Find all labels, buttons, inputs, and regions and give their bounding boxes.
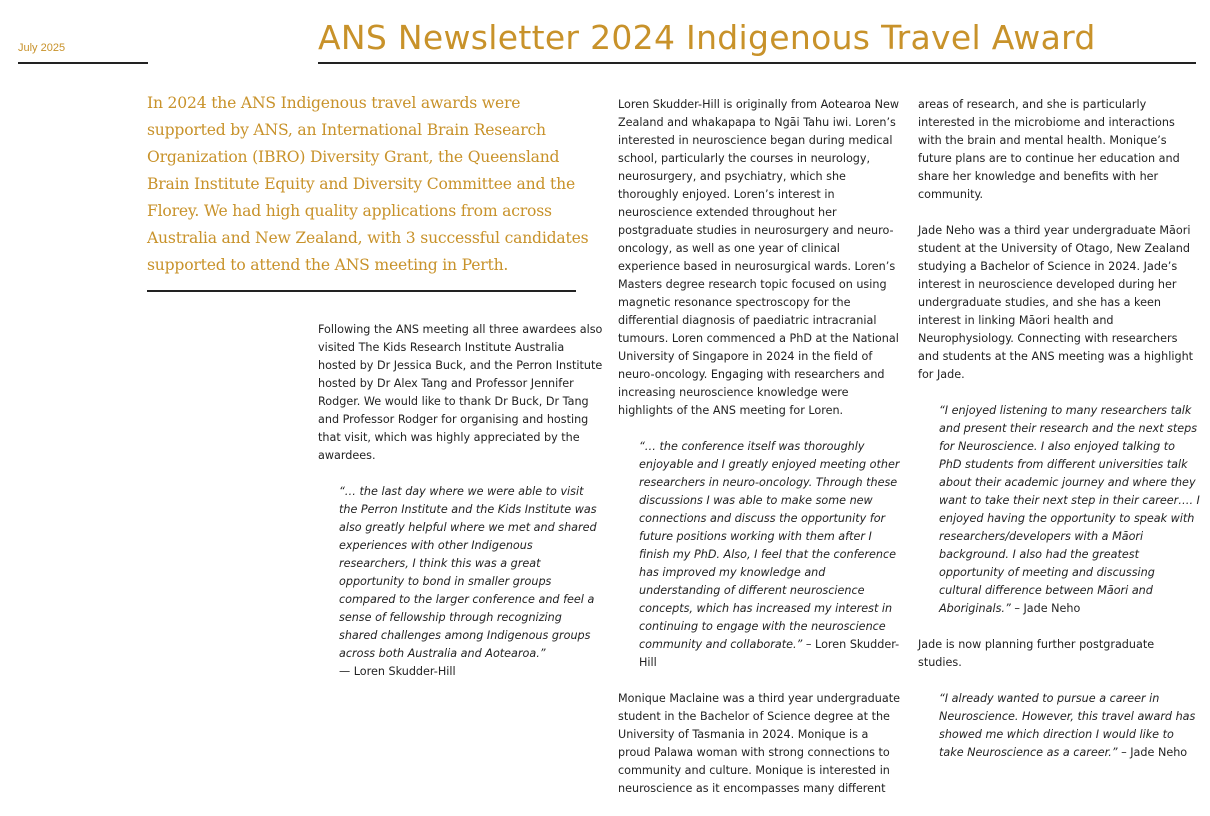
header-divider-left bbox=[18, 62, 148, 64]
header-divider bbox=[318, 62, 1196, 64]
quote-loren-conference bbox=[639, 438, 903, 672]
quote-jade-career bbox=[939, 690, 1200, 762]
quote-attribution: – Jade Neho bbox=[1121, 746, 1188, 759]
quote-text: “I enjoyed listening to many researchers talk and present their research and the next steps for Neuroscience. I also enjoyed talking to PhD students from different universities talk about their academic journey and where they want to take their next step in their career…. I enjoyed having the opportunity to speak with researchers/developers with a Māori background. I also had the greatest opportunity of meeting and discussing cultural difference between Māori and Aboriginals.” bbox=[939, 404, 1200, 615]
article-column-2 bbox=[618, 96, 903, 816]
quote-text: “I already wanted to pursue a career in Neuroscience. However, this travel award has showed me which direction I would like to take Neuroscience as a career.” bbox=[939, 692, 1196, 759]
paragraph-loren-bio: Loren Skudder-Hill is originally from Aotearoa New Zealand and whakapapa to Ngāi Tahu iwi. Loren’s interested in neuroscience began during medical school, particularly the courses in neurology, neurosurgery, and psychiatry, which she thoroughly enjoyed. Loren’s interest in neuroscience extended throughout her postgraduate studies in neurosurgery and neuro-oncology, as well as one year of clinical experience based in neurosurgical wards. Loren’s Masters degree research topic focused on using magnetic resonance spectroscopy for the differential diagnosis of paediatric intracranial tumours. Loren commenced a PhD at the National University of Singapore in 2024 in the field of neuro-oncology. Engaging with researchers and increasing neuroscience knowledge were highlights of the ANS meeting for Loren. bbox=[618, 98, 900, 417]
paragraph-monique-interests: areas of research, and she is particularly interested in the microbiome and interactions with the brain and mental health. Monique’s future plans are to continue her education and share her knowledge and benefits with her community. bbox=[918, 98, 1180, 201]
paragraph-jade-plans: Jade is now planning further postgraduate studies. bbox=[918, 638, 1155, 669]
quote-text: “… the last day where we were able to visit the Perron Institute and the Kids Institute was also greatly helpful where we met and shared experiences with other Indigenous researchers, I think this was a great opportunity to bond in smaller groups compared to the larger conference and feel a sense of fellowship through recognizing shared challenges among Indigenous groups across both Australia and Aotearoa.” bbox=[339, 485, 597, 660]
quote-attribution: — Loren Skudder-Hill bbox=[339, 665, 456, 678]
page-title: ANS Newsletter 2024 Indigenous Travel Award bbox=[318, 18, 1096, 57]
quote-jade-conference bbox=[939, 402, 1200, 618]
paragraph-institute-visit: Following the ANS meeting all three awardees also visited The Kids Research Institute Australia hosted by Dr Jessica Buck, and the Perron Institute hosted by Dr Alex Tang and Professor Jennifer Rodger. We would like to thank Dr Buck, Dr Tang and Professor Rodger for organising and hosting that visit, which was highly appreciated by the awardees. bbox=[318, 323, 603, 462]
quote-attribution: – Loren Skudder-Hill bbox=[639, 638, 900, 669]
intro-paragraph: In 2024 the ANS Indigenous travel awards were supported by ANS, an International Brain Research Organization (IBRO) Diversity Grant, the Queensland Brain Institute Equity and Diversity Committee and the Florey. We had high quality applications from across Australia and New Zealand, with 3 successful candidates supported to attend the ANS meeting in Perth. bbox=[147, 94, 589, 274]
article-column-1 bbox=[318, 321, 603, 699]
intro-divider bbox=[147, 290, 576, 292]
issue-date: July 2025 bbox=[18, 42, 66, 54]
paragraph-monique-bio: Monique Maclaine was a third year undergraduate student in the Bachelor of Science degree at the University of Tasmania in 2024. Monique is a proud Palawa woman with strong connections to community and culture. Monique is interested in neuroscience as it encompasses many different bbox=[618, 692, 900, 795]
paragraph-jade-bio: Jade Neho was a third year undergraduate Māori student at the University of Otago, New Zealand studying a Bachelor of Science in 2024. Jade’s interest in neuroscience developed during her undergraduate studies, and she has a keen interest in linking Māori health and Neurophysiology. Connecting with researchers and students at the ANS meeting was a highlight for Jade. bbox=[918, 224, 1194, 381]
article-column-3 bbox=[918, 96, 1200, 780]
quote-loren-visit bbox=[339, 483, 603, 681]
quote-attribution: – Jade Neho bbox=[1014, 602, 1081, 615]
quote-text: “… the conference itself was thoroughly enjoyable and I greatly enjoyed meeting other researchers in neuro-oncology. Through these discussions I was able to make some new connections and discuss the opportunity for future positions working with them after I finish my PhD. Also, I feel that the conference has improved my knowledge and understanding of different neuroscience concepts, which has increased my interest in continuing to engage with the neuroscience community and collaborate.” bbox=[639, 440, 900, 651]
